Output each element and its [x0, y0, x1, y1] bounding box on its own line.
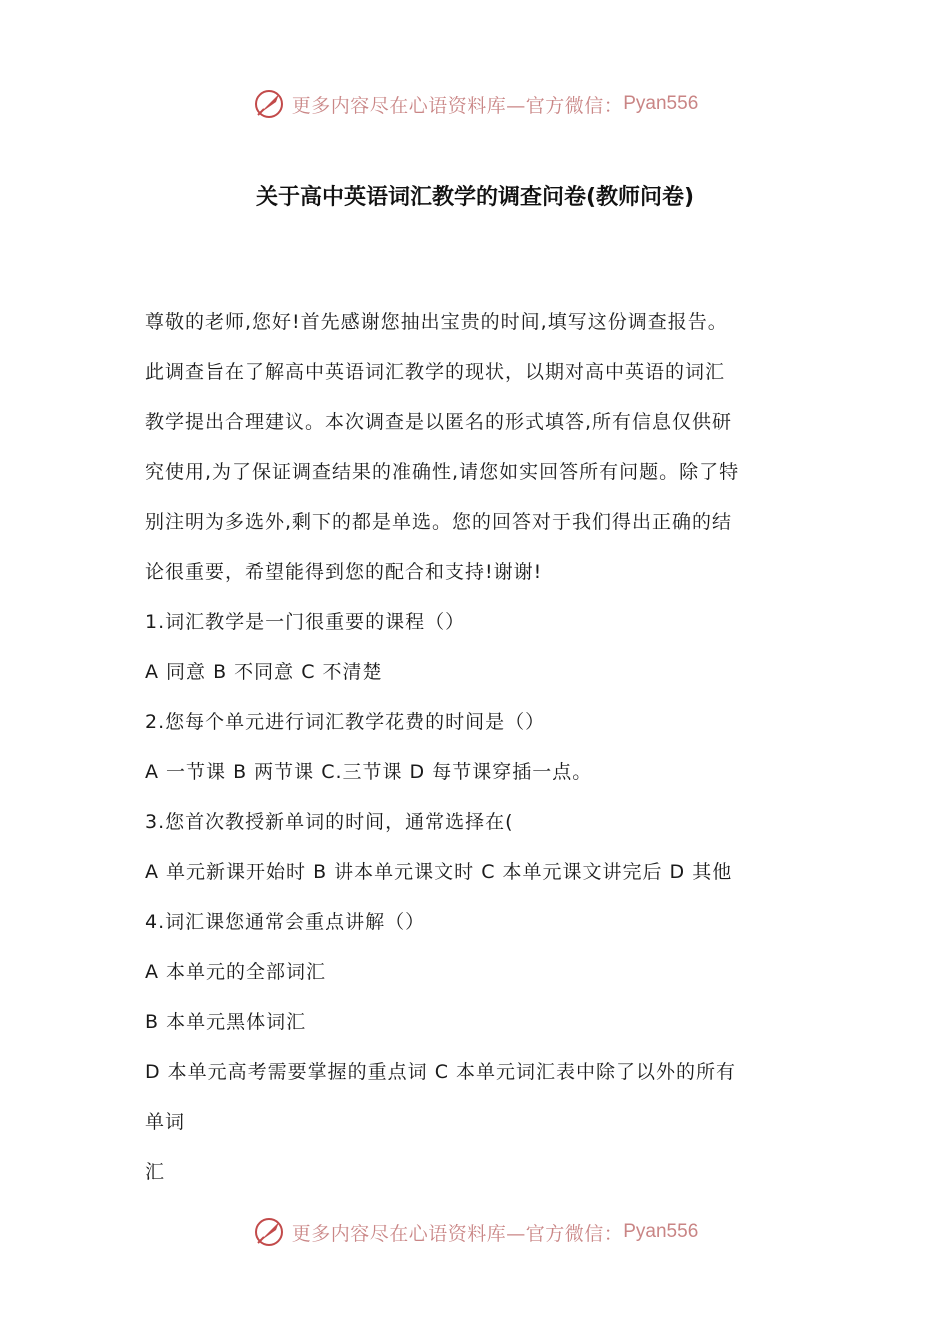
intro-line: 究使用,为了保证调查结果的准确性,请您如实回答所有问题。除了特 [145, 461, 740, 483]
question-2-options: A 一节课 B 两节课 C.三节课 D 每节课穿插一点。 [145, 761, 593, 783]
document-title: 关于高中英语词汇教学的调查问卷(教师问卷) [255, 185, 695, 210]
watermark-footer [0, 1212, 950, 1252]
intro-line: 尊敬的老师,您好!首先感谢您抽出宝贵的时间,填写这份调查报告。 [145, 311, 728, 333]
intro-line: 此调查旨在了解高中英语词汇教学的现状，以期对高中英语的词汇 [145, 361, 726, 383]
question-4-option-d-c: D 本单元高考需要掌握的重点词 C 本单元词汇表中除了以外的所有 [145, 1061, 737, 1083]
watermark-brand-text: 更多内容尽在心语资料库—官方微信： [291, 1222, 624, 1245]
intro-line: 论很重要，希望能得到您的配合和支持!谢谢! [145, 561, 543, 583]
question-4-continuation: 单词 [145, 1111, 186, 1133]
question-4-option-a: A 本单元的全部词汇 [145, 961, 327, 983]
watermark-header [0, 84, 950, 124]
question-1: 1.词汇教学是一门很重要的课程（） [145, 611, 466, 633]
quill-logo-icon [252, 1215, 286, 1249]
question-4-continuation: 汇 [145, 1161, 166, 1183]
document-body [145, 297, 810, 1197]
watermark-handle: Pyan556 [623, 1221, 699, 1242]
watermark-handle: Pyan556 [623, 93, 699, 114]
question-4-option-b: B 本单元黑体词汇 [145, 1011, 307, 1033]
watermark-brand-text: 更多内容尽在心语资料库—官方微信： [291, 94, 624, 117]
quill-logo-icon [252, 87, 286, 121]
question-2: 2.您每个单元进行词汇教学花费的时间是（） [145, 711, 546, 733]
question-1-options: A 同意 B 不同意 C 不清楚 [145, 661, 383, 683]
question-3-options: A 单元新课开始时 B 讲本单元课文时 C 本单元课文讲完后 D 其他 [145, 861, 733, 883]
intro-line: 教学提出合理建议。本次调查是以匿名的形式填答,所有信息仅供研 [145, 411, 733, 433]
intro-line: 别注明为多选外,剩下的都是单选。您的回答对于我们得出正确的结 [145, 511, 733, 533]
question-4: 4.词汇课您通常会重点讲解（） [145, 911, 426, 933]
question-3: 3.您首次教授新单词的时间，通常选择在( [145, 811, 514, 833]
